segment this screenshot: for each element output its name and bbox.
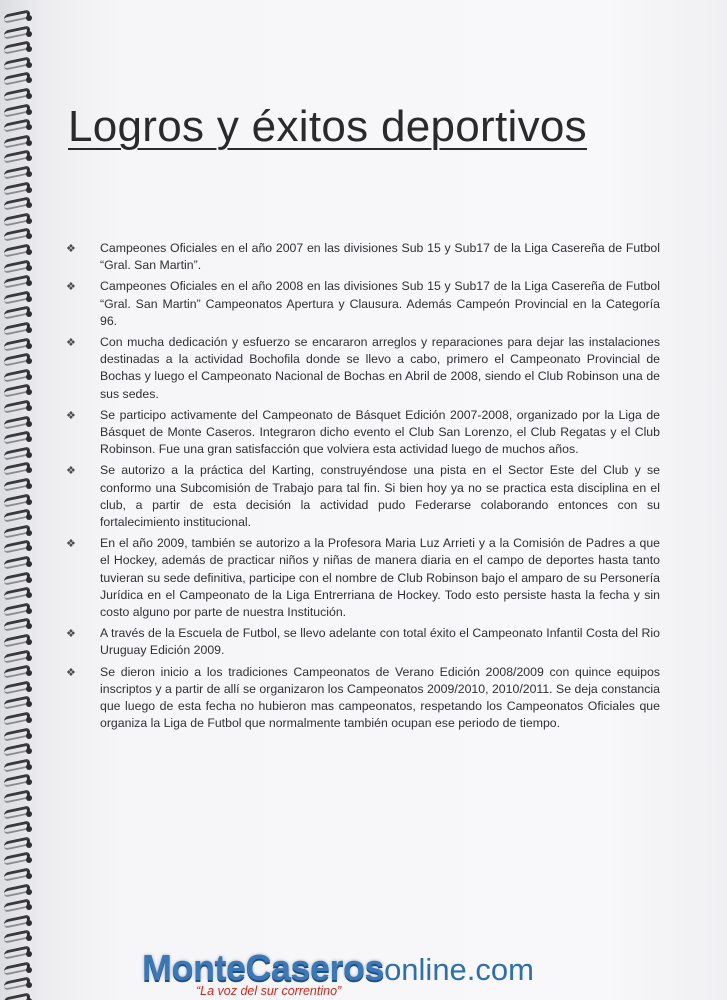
page-title: Logros y éxitos deportivos bbox=[68, 102, 587, 151]
diamond-bullet-icon: ❖ bbox=[66, 281, 76, 294]
binding-hole bbox=[26, 421, 32, 427]
binding-hole bbox=[26, 592, 32, 598]
binding-hole bbox=[26, 265, 32, 271]
binding-hole bbox=[26, 608, 32, 614]
binding-hole bbox=[26, 935, 32, 941]
binding-hole bbox=[26, 140, 32, 146]
binding-hole bbox=[26, 93, 32, 99]
logo-brand-text: MonteCaseros bbox=[142, 947, 385, 988]
list-item-text: Campeones Oficiales en el año 2007 en las divisiones Sub 15 y Sub17 de la Liga Casereña de Futbol “Gral. San Martin”. bbox=[100, 241, 660, 273]
binding-hole bbox=[26, 686, 32, 692]
binding-hole bbox=[26, 499, 32, 505]
list-item bbox=[64, 535, 660, 621]
binding-hole bbox=[26, 358, 32, 364]
list-item-text: En el año 2009, también se autorizo a la Profesora Maria Luz Arrieti y a la Comisión de Padres a que el Hockey, además de practicar niños y niñas de manera diaria en el campo de deportes hasta tanto tuvieran su sede definitiva, participe con el nombre de Club Robinson bajo el amparo de su Personería Jurídica en el Campeonato de la Liga Entrerriana de Hockey. Todo esto persiste hasta la fecha y sin costo alguno por parte de nuestra Institución. bbox=[100, 536, 660, 620]
list-item bbox=[64, 240, 660, 274]
binding-hole bbox=[26, 171, 32, 177]
binding-hole bbox=[26, 155, 32, 161]
binding-hole bbox=[26, 233, 32, 239]
binding-hole bbox=[26, 826, 32, 832]
list-item-text: A través de la Escuela de Futbol, se llevo adelante con total éxito el Campeonato Infantil Costa del Rio Uruguay Edición 2009. bbox=[100, 626, 660, 658]
binding-hole bbox=[26, 483, 32, 489]
binding-hole bbox=[26, 46, 32, 52]
binding-hole bbox=[26, 795, 32, 801]
site-slogan: “La voz del sur correntino” bbox=[196, 984, 342, 998]
binding-hole bbox=[26, 701, 32, 707]
binding-hole bbox=[26, 857, 32, 863]
binding-hole bbox=[26, 15, 32, 21]
binding-hole bbox=[26, 530, 32, 536]
binding-hole bbox=[26, 62, 32, 68]
diamond-bullet-icon: ❖ bbox=[66, 538, 76, 551]
binding-hole bbox=[26, 748, 32, 754]
binding-hole bbox=[26, 717, 32, 723]
binding-hole bbox=[26, 467, 32, 473]
binding-hole bbox=[26, 904, 32, 910]
binding-hole bbox=[26, 280, 32, 286]
binding-hole bbox=[26, 405, 32, 411]
binding-hole bbox=[26, 514, 32, 520]
binding-hole bbox=[26, 764, 32, 770]
binding-hole bbox=[26, 670, 32, 676]
list-item bbox=[64, 462, 660, 531]
binding-hole bbox=[26, 77, 32, 83]
binding-hole bbox=[26, 639, 32, 645]
binding-hole bbox=[26, 545, 32, 551]
list-item bbox=[64, 334, 660, 403]
list-item bbox=[64, 407, 660, 459]
list-item-text: Se participo activamente del Campeonato de Básquet Edición 2007-2008, organizado por la Liga de Básquet de Monte Caseros. Integraron dicho evento el Club San Lorenzo, el Club Regatas y el Club Robinson. Fue una gran satisfacción que volviera esta actividad luego de muchos años. bbox=[100, 407, 660, 457]
binding-hole bbox=[26, 31, 32, 37]
binding-hole bbox=[26, 561, 32, 567]
watermark-banner bbox=[0, 948, 727, 1000]
binding-hole bbox=[26, 452, 32, 458]
binding-hole bbox=[26, 733, 32, 739]
binding-hole bbox=[26, 655, 32, 661]
binding-hole bbox=[26, 327, 32, 333]
binding-hole bbox=[26, 873, 32, 879]
binding-hole bbox=[26, 343, 32, 349]
list-item-text: Campeones Oficiales en el año 2008 en las divisiones Sub 15 y Sub17 de la Liga Casereña de Futbol “Gral. San Martin” Campeonatos Apertura y Clausura. Además Campeón Provincial en la Categoría 96. bbox=[100, 279, 660, 328]
binding-hole bbox=[26, 920, 32, 926]
diamond-bullet-icon: ❖ bbox=[66, 465, 76, 478]
list-item-text: Se autorizo a la práctica del Karting, construyéndose una pista en el Sector Este del Club y se conformo una Subcomisión de Trabajo para tal fin. Si bien hoy ya no se practica esta disciplina en el club, a partir de esta decisión la actividad pudo Federarse colaborando entonces con su fortalecimiento institucional. bbox=[100, 463, 660, 530]
binding-hole bbox=[26, 577, 32, 583]
list-item bbox=[64, 625, 660, 659]
binding-hole bbox=[26, 311, 32, 317]
binding-hole bbox=[26, 218, 32, 224]
binding-hole bbox=[26, 202, 32, 208]
diamond-bullet-icon: ❖ bbox=[66, 628, 76, 641]
binding-hole bbox=[26, 623, 32, 629]
binding-hole bbox=[26, 187, 32, 193]
logo-suffix-text: online.com bbox=[384, 952, 534, 987]
binding-hole bbox=[26, 389, 32, 395]
diamond-bullet-icon: ❖ bbox=[66, 243, 76, 255]
list-item bbox=[64, 664, 660, 733]
diamond-bullet-icon: ❖ bbox=[66, 666, 76, 679]
binding-hole bbox=[26, 296, 32, 302]
binding-hole bbox=[26, 889, 32, 895]
list-item bbox=[64, 278, 660, 330]
binding-hole bbox=[26, 811, 32, 817]
spiral-binding bbox=[0, 0, 38, 1000]
binding-hole bbox=[26, 249, 32, 255]
diamond-bullet-icon: ❖ bbox=[66, 337, 76, 350]
binding-hole bbox=[26, 779, 32, 785]
binding-hole bbox=[26, 374, 32, 380]
binding-hole bbox=[26, 842, 32, 848]
list-item-text: Con mucha dedicación y esfuerzo se encararon arreglos y reparaciones para dejar las instalaciones destinadas a la actividad Bochofila donde se llevo a cabo, primero el Campeonato Provincial de Bochas y luego el Campeonato Nacional de Bochas en Abril de 2008, siendo el Club Robinson una de sus sedes. bbox=[100, 335, 660, 401]
list-item-text: Se dieron inicio a los tradiciones Campeonatos de Verano Edición 2008/2009 con quince equipos inscriptos y a partir de allí se organizaron los Campeonatos 2009/2010, 2010/2011. Se deja constancia que luego de esta fecha no hubieron mas campeonatos, respetando los Campeonatos Oficiales que organiza la Liga de Futbol que normalmente también ocupan ese periodo de tiempo. bbox=[100, 664, 660, 731]
achievements-list bbox=[64, 240, 660, 736]
binding-hole bbox=[26, 124, 32, 130]
binding-hole bbox=[26, 436, 32, 442]
diamond-bullet-icon: ❖ bbox=[66, 409, 76, 422]
binding-hole bbox=[26, 109, 32, 115]
